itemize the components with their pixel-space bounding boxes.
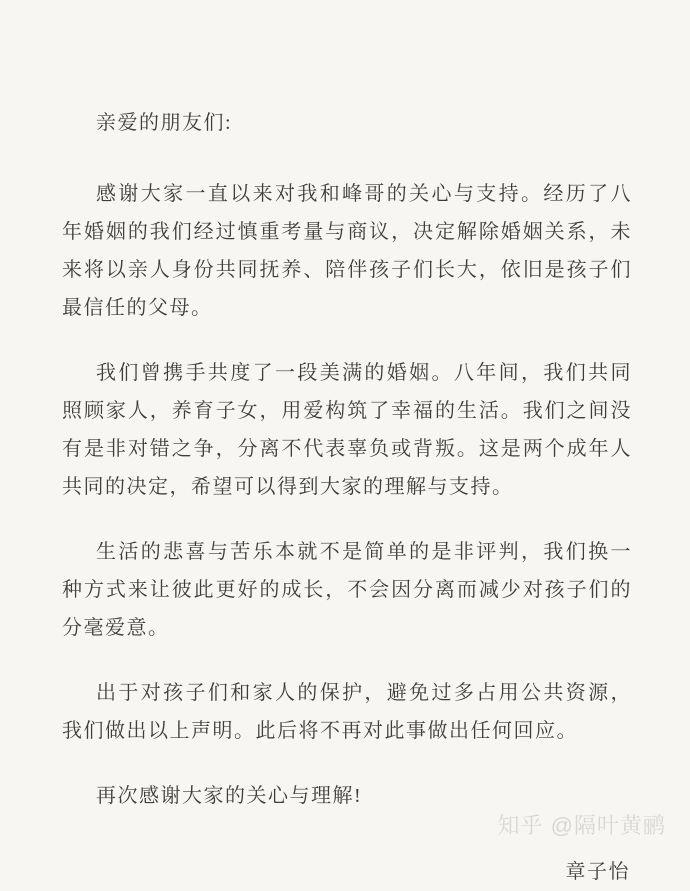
paragraph-1: 感谢大家一直以来对我和峰哥的关心与支持。经历了八年婚姻的我们经过慎重考量与商议，决定解除婚姻关系，未来将以亲人身份共同抚养、陪伴孩子们长大，依旧是孩子们最信任的父母。 bbox=[62, 183, 632, 319]
watermark-text: 知乎 @隔叶黄鹂 bbox=[497, 813, 666, 838]
paragraph-4: 出于对孩子们和家人的保护，避免过多占用公共资源，我们做出以上声明。此后将不再对此事做出任何回应。 bbox=[62, 682, 632, 742]
paragraph-2: 我们曾携手共度了一段美满的婚姻。八年间，我们共同照顾家人，养育子女，用爱构筑了幸福的生活。我们之间没有是非对错之争，分离不代表辜负或背叛。这是两个成年人共同的决定，希望可以得到大家的理解与支持。 bbox=[62, 362, 632, 498]
watermark bbox=[498, 809, 666, 840]
paragraph-3: 生活的悲喜与苦乐本就不是简单的是非评判，我们换一种方式来让彼此更好的成长，不会因分离而减少对孩子们的分毫爱意。 bbox=[62, 541, 632, 639]
letter-body bbox=[62, 104, 632, 891]
signature: 章子怡 bbox=[565, 861, 630, 883]
salutation: 亲爱的朋友们: bbox=[96, 112, 233, 134]
closing-line: 再次感谢大家的关心与理解! bbox=[96, 785, 363, 807]
